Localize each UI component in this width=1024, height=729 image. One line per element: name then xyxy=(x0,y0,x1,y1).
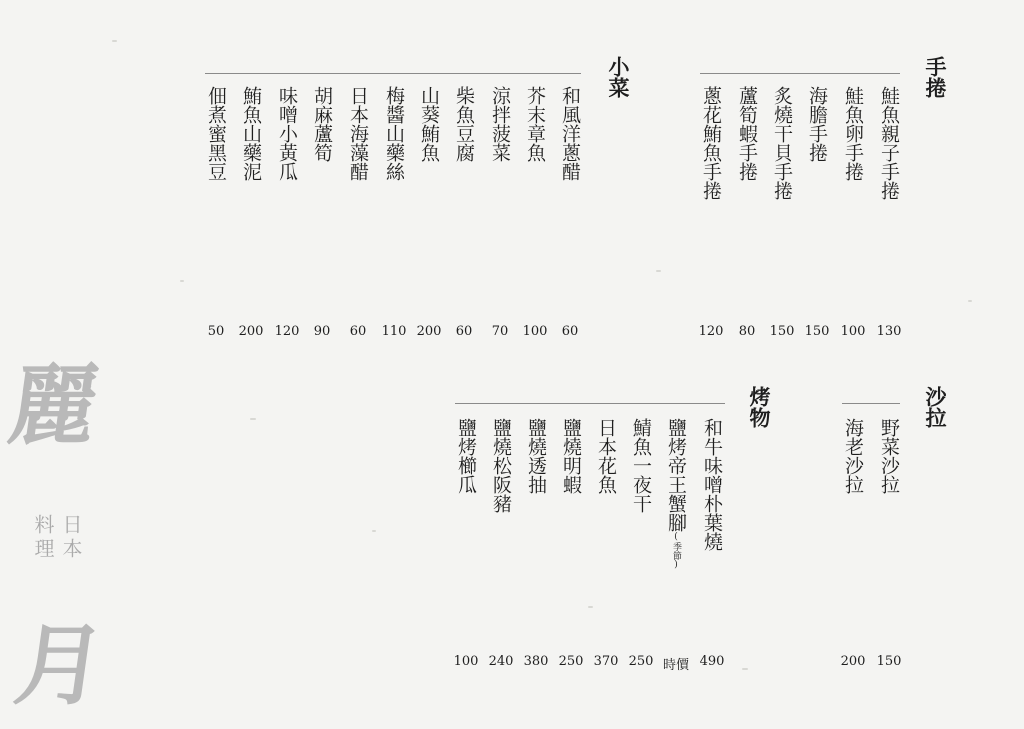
menu-item-price: 90 xyxy=(313,324,331,339)
paper-fleck xyxy=(112,40,117,42)
menu-item xyxy=(376,86,412,346)
menu-item xyxy=(233,86,269,346)
menu-item xyxy=(835,86,871,346)
menu-item xyxy=(871,86,907,346)
menu-item-price: 100 xyxy=(453,654,479,669)
menu-item-price: 時價 xyxy=(662,658,690,673)
menu-item-price: 200 xyxy=(416,324,442,339)
menu-item-name: 鯖魚一夜干 xyxy=(630,418,652,513)
menu-item-price: 150 xyxy=(769,324,795,339)
menu-item-price: 130 xyxy=(876,324,902,339)
menu-item-price: 200 xyxy=(238,324,264,339)
menu-item xyxy=(693,86,729,346)
section-rule xyxy=(455,403,725,404)
section-title-hand-roll: 手捲 xyxy=(923,56,948,98)
menu-item-name: 野菜沙拉 xyxy=(878,418,900,494)
menu-item xyxy=(304,86,340,346)
menu-item-price: 60 xyxy=(455,324,473,339)
section-title-grilled: 烤物 xyxy=(747,386,772,428)
paper-fleck xyxy=(968,300,972,302)
menu-item-name-text: 鹽烤帝王蟹腳 xyxy=(665,418,687,532)
menu-item-price: 70 xyxy=(491,324,509,339)
brand-logo-top: 麗 xyxy=(2,353,106,457)
menu-item-name: 日本花魚 xyxy=(595,418,617,494)
menu-item xyxy=(340,86,376,346)
menu-item-price: 150 xyxy=(804,324,830,339)
menu-item-name: 梅醬山藥絲 xyxy=(383,86,405,181)
menu-item-price: 200 xyxy=(840,654,866,669)
menu-item-price: 250 xyxy=(628,654,654,669)
menu-item-name: 涼拌菠菜 xyxy=(489,86,511,162)
brand-subtitle-left: 料理 xyxy=(31,514,55,562)
menu-item xyxy=(623,418,659,678)
menu-item-name: 鮪魚山藥泥 xyxy=(240,86,262,181)
menu-item-price: 100 xyxy=(840,324,866,339)
menu-item-name: 柴魚豆腐 xyxy=(453,86,475,162)
menu-item-price: 80 xyxy=(738,324,756,339)
menu-item-name: 鹽燒透抽 xyxy=(525,418,547,494)
menu-item-name: 山葵鮪魚 xyxy=(418,86,440,162)
menu-item xyxy=(835,418,871,678)
menu-item-price: 60 xyxy=(349,324,367,339)
menu-item-name: 蔥花鮪魚手捲 xyxy=(700,86,722,200)
menu-item xyxy=(552,86,588,346)
menu-item xyxy=(448,418,484,678)
menu-item-name: 和風洋蔥醋 xyxy=(559,86,581,181)
menu-item-name: 海膽手捲 xyxy=(806,86,828,162)
menu-item-name: 鹽燒松阪豬 xyxy=(490,418,512,513)
menu-item-name: 芥末章魚 xyxy=(524,86,546,162)
brand-logo-bottom: 月 xyxy=(8,613,112,717)
menu-item-price: 120 xyxy=(698,324,724,339)
menu-item-name: 炙燒干貝手捲 xyxy=(771,86,793,200)
section-title-salad: 沙拉 xyxy=(923,386,948,428)
menu-item-name xyxy=(664,418,688,570)
paper-fleck xyxy=(742,668,748,670)
menu-item-price: 370 xyxy=(593,654,619,669)
menu-item-name: 和牛味噌朴葉燒 xyxy=(701,418,723,551)
menu-item-name: 鹽烤櫛瓜 xyxy=(455,418,477,494)
menu-item-name: 海老沙拉 xyxy=(842,418,864,494)
menu-item xyxy=(518,418,554,678)
menu-item-note: (季節) xyxy=(671,532,681,570)
menu-item-name: 鮭魚親子手捲 xyxy=(878,86,900,200)
menu-item-price: 110 xyxy=(381,324,407,339)
menu-item-name: 日本海藻醋 xyxy=(347,86,369,181)
paper-fleck xyxy=(250,418,256,420)
menu-item-name: 味噌小黃瓜 xyxy=(276,86,298,181)
menu-item xyxy=(658,418,694,678)
menu-item xyxy=(269,86,305,346)
section-rule xyxy=(700,73,900,74)
section-rule xyxy=(205,73,581,74)
paper-fleck xyxy=(372,530,376,532)
menu-item-price: 120 xyxy=(274,324,300,339)
menu-item-name: 鹽燒明蝦 xyxy=(560,418,582,494)
menu-item-price: 240 xyxy=(488,654,514,669)
menu-item-price: 60 xyxy=(561,324,579,339)
section-title-small-dishes: 小菜 xyxy=(606,56,631,98)
menu-item-price: 100 xyxy=(522,324,548,339)
menu-item xyxy=(694,418,730,678)
menu-item-name: 鮭魚卵手捲 xyxy=(842,86,864,181)
menu-item-name: 佃煮蜜黑豆 xyxy=(205,86,227,181)
menu-item xyxy=(517,86,553,346)
menu-item-price: 150 xyxy=(876,654,902,669)
menu-item xyxy=(446,86,482,346)
menu-item xyxy=(198,86,234,346)
menu-item-name: 蘆筍蝦手捲 xyxy=(736,86,758,181)
paper-fleck xyxy=(180,280,184,282)
menu-item xyxy=(483,418,519,678)
menu-item xyxy=(482,86,518,346)
menu-item xyxy=(799,86,835,346)
menu-item-price: 490 xyxy=(699,654,725,669)
menu-item xyxy=(764,86,800,346)
paper-fleck xyxy=(656,270,661,272)
menu-item xyxy=(553,418,589,678)
menu-item-price: 250 xyxy=(558,654,584,669)
menu-item xyxy=(588,418,624,678)
menu-item xyxy=(871,418,907,678)
menu-item xyxy=(411,86,447,346)
menu-item-name: 胡麻蘆筍 xyxy=(311,86,333,162)
section-rule xyxy=(842,403,900,404)
brand-subtitle-right: 日本 xyxy=(59,514,83,562)
menu-item-price: 50 xyxy=(207,324,225,339)
menu-item xyxy=(729,86,765,346)
menu-item-price: 380 xyxy=(523,654,549,669)
